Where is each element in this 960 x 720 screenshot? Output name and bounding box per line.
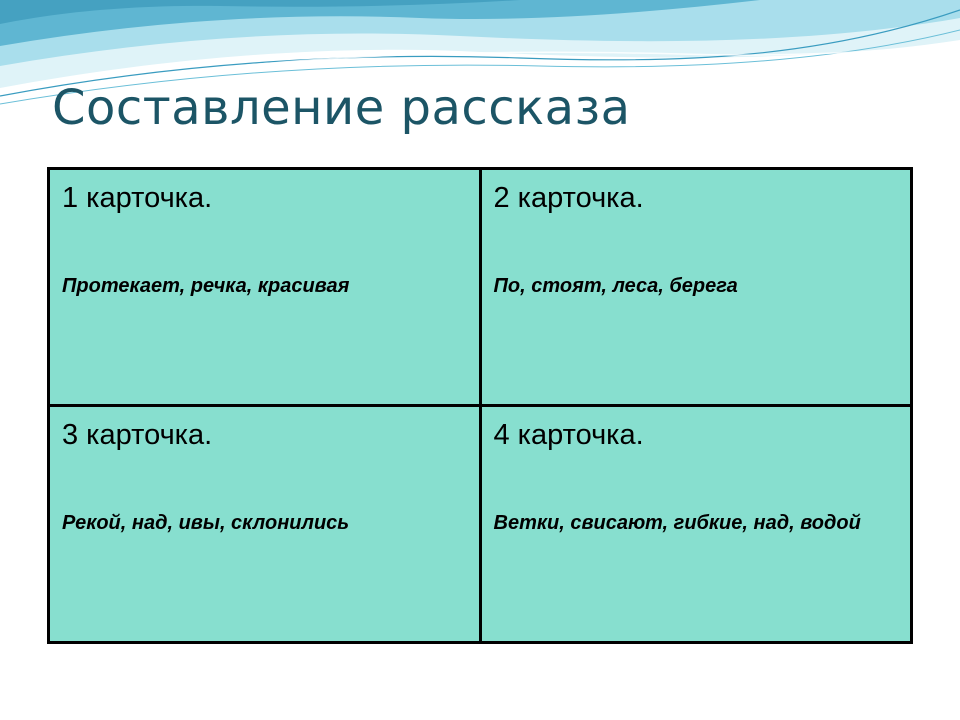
card-cell-4: [480, 406, 912, 643]
cards-table: [47, 167, 913, 644]
card-words: По, стоят, леса, берега: [493, 275, 738, 297]
card-words: Рекой, над, ивы, склонились: [62, 512, 350, 534]
card-words: Протекает, речка, красивая: [62, 275, 350, 297]
slide-title: Составление рассказа: [52, 80, 631, 136]
card-title: 4 карточка.: [493, 419, 644, 451]
card-cell-1: [49, 169, 481, 406]
card-cell-2: [480, 169, 912, 406]
table-row: [49, 406, 912, 643]
card-title: 3 карточка.: [62, 419, 213, 451]
card-words: Ветки, свисают, гибкие, над, водой: [493, 512, 861, 534]
table-row: [49, 169, 912, 406]
card-cell-3: [49, 406, 481, 643]
card-title: 1 карточка.: [62, 182, 213, 214]
card-title: 2 карточка.: [493, 182, 644, 214]
